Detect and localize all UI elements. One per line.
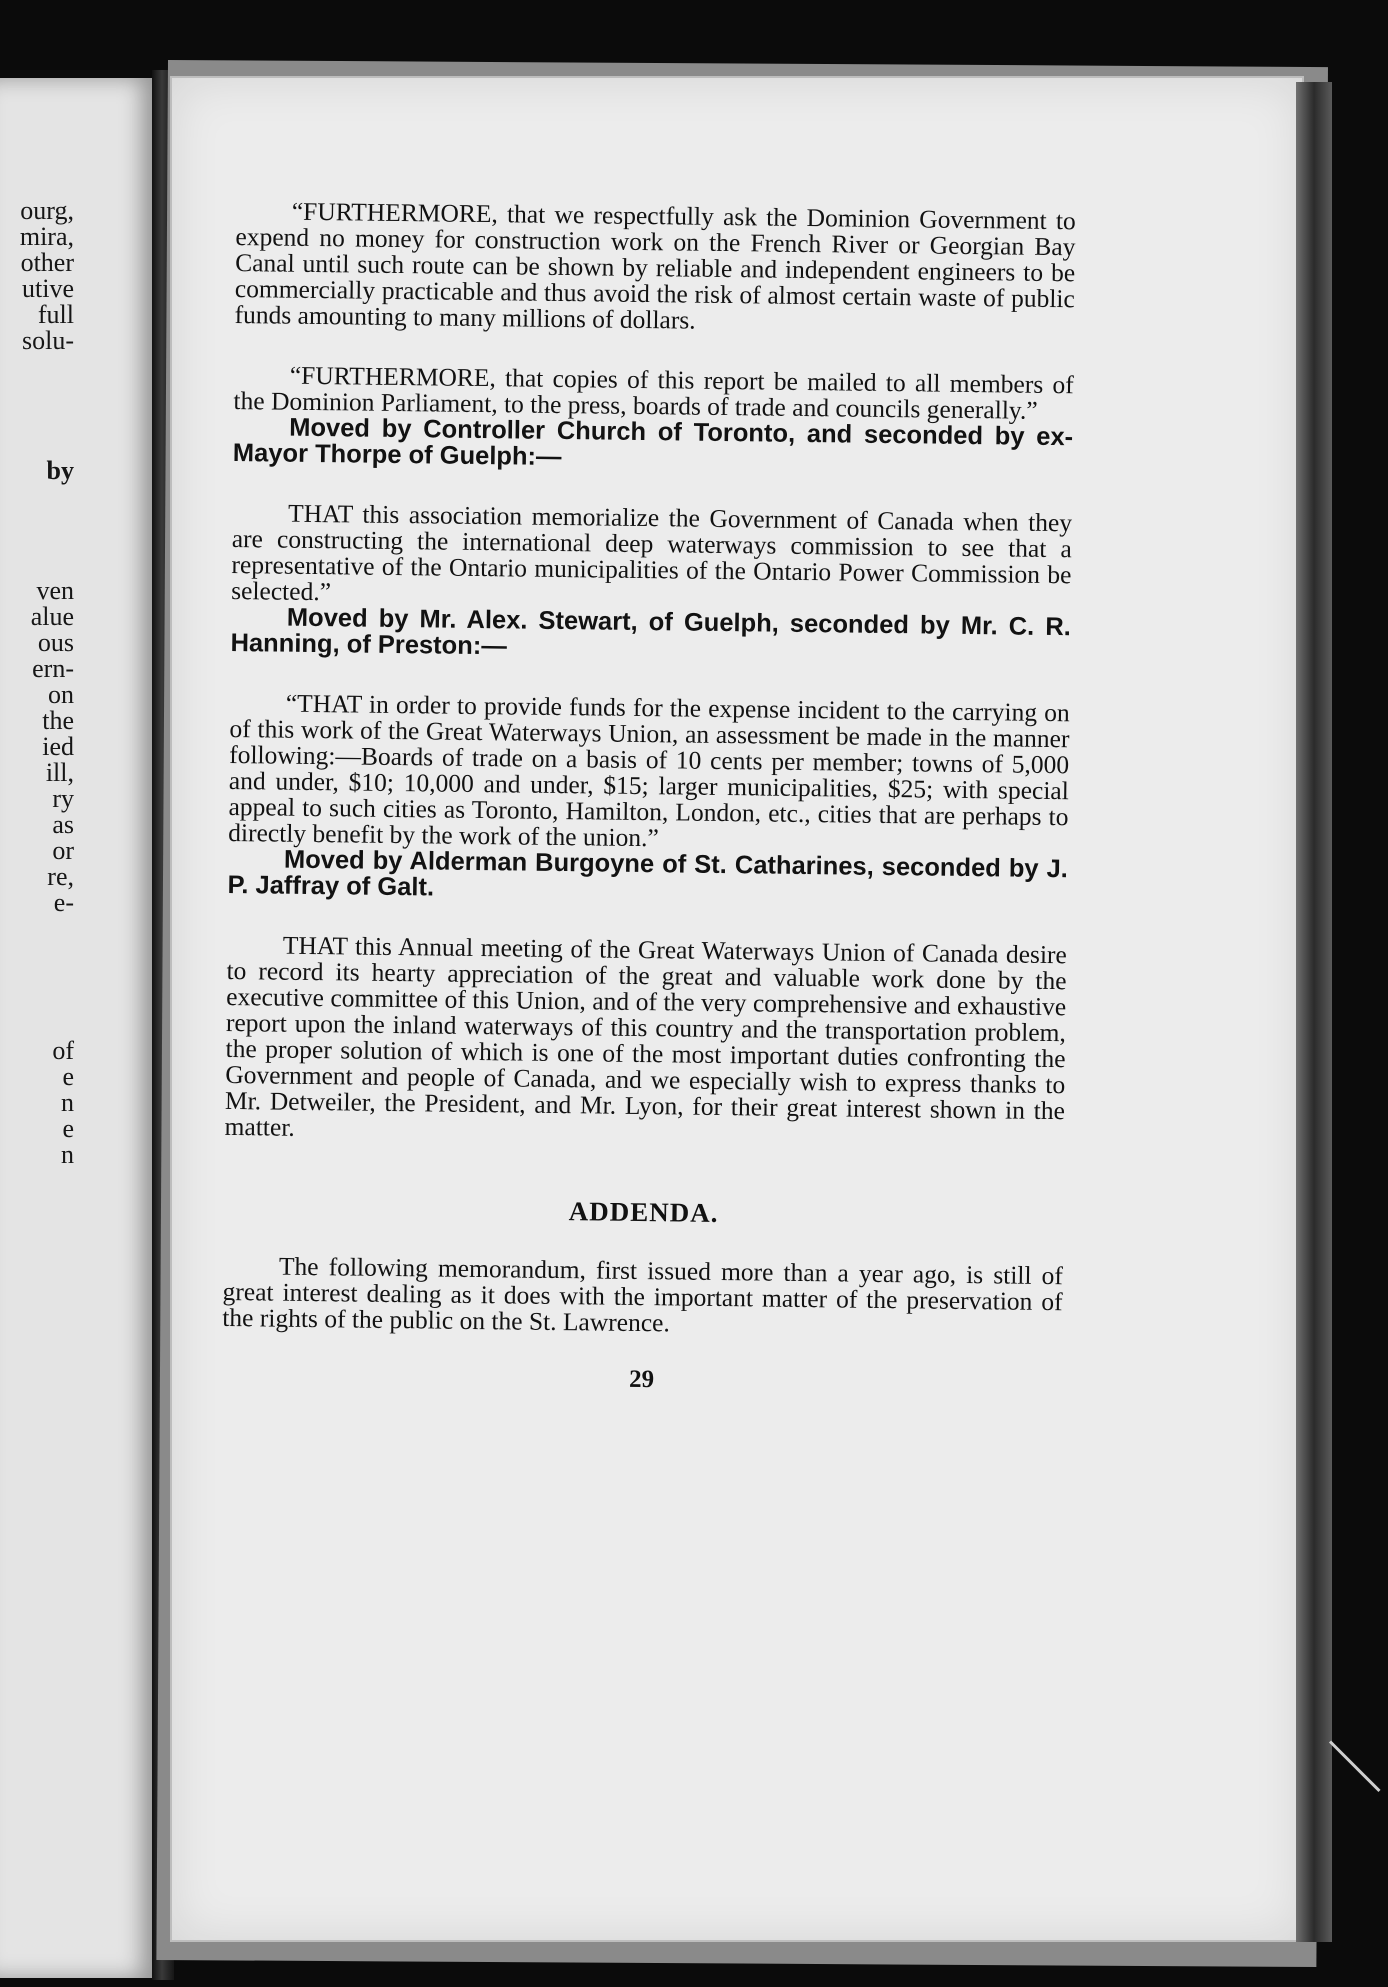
facing-page-fragment: or (52, 836, 74, 865)
addenda-paragraph: The following memorandum, first issued more than a year ago, is still of great interest dealing as it does with the important matter of the preservation of the rights of the public on the St. Lawrence. (222, 1251, 1064, 1338)
paragraph-furthermore-2: “FURTHERMORE, that copies of this report be mailed to all members of the Dominion Parliament, to the press, boards of trade and councils generally.” (233, 360, 1074, 425)
facing-page-fragment: mira, (19, 222, 74, 251)
facing-page-fragment: n (61, 1088, 74, 1117)
motion-heading-3: Moved by Alderman Burgoyne of St. Catharines, seconded by J. P. Jaffray of Galt. (227, 845, 1069, 902)
facing-page-fragment: n (61, 1140, 74, 1169)
resolution-2: “THAT in order to provide funds for the expense incident to the carrying on of this work of the Great Waterways Union, an assessment be made in the manner following:—Boards of trade on a basis of 10 cents per member; towns of 5,000 and under, $10; 10,000 and under, $15; larger municipalities, $25; with special appeal to such cities as Toronto, Hamilton, London, etc., cities that are perhaps to directly benefit by the work of the union.” (228, 688, 1070, 853)
facing-page-fragment: other (20, 248, 74, 277)
paragraph-furthermore-1: “FURTHERMORE, that we respectfully ask the Dominion Government to expend no money for construction work on the French River or Georgian Bay Canal until such route can be shown by reliable and independent engineers to be commercially practicable and thus avoid the risk of almost certain waste of public funds amounting to many millions of dollars. (234, 196, 1076, 335)
facing-page-fragment: solu- (22, 326, 74, 355)
facing-page-fragment: utive (22, 274, 74, 303)
motion-heading-1: Moved by Controller Church of Toronto, and seconded by ex-Mayor Thorpe of Guelph:— (232, 413, 1074, 471)
facing-page (0, 78, 160, 1978)
facing-page-fragment: ry (52, 784, 74, 813)
facing-page-fragment: e- (53, 888, 74, 917)
facing-page-fragment: ill, (45, 758, 74, 787)
facing-page-fragment: e (62, 1114, 74, 1143)
page-content (221, 198, 1075, 1399)
facing-page-fragment: the (42, 706, 74, 735)
facing-page-fragment: by (46, 456, 74, 485)
page-edge (1296, 82, 1332, 1942)
corner-mark (1329, 1740, 1381, 1792)
facing-page-fragment: e (62, 1062, 74, 1091)
facing-page-fragment: ourg, (20, 196, 74, 225)
facing-page-fragment: of (52, 1036, 74, 1065)
facing-page-fragment: ous (37, 628, 74, 657)
facing-page-fragment: ied (42, 732, 74, 761)
facing-page-fragment: as (52, 810, 74, 839)
motion-heading-2: Moved by Mr. Alex. Stewart, of Guelph, seconded by Mr. C. R. Hanning, of Preston:— (230, 603, 1071, 661)
facing-page-fragment: alue (30, 602, 74, 631)
facing-page-fragment: full (37, 300, 74, 329)
facing-page-fragment: re, (47, 862, 74, 891)
resolution-1: THAT this association memorialize the Government of Canada when they are constructing the international deep waterways commission to see that a representative of the Ontario municipalities of the Ontario Power Commission be selected.” (231, 498, 1073, 607)
resolution-3: THAT this Annual meeting of the Great Waterways Union of Canada desire to record its hearty appreciation of the great and valuable work done by the executive committee of this Union, and of the very comprehensive and exhaustive report upon the inland waterways of this country and the transportation problem, the proper solution of which is one of the most important duties confronting the Government and people of Canada, and we especially wish to express thanks to Mr. Detweiler, the President, and Mr. Lyon, for their great interest shown in the matter. (224, 930, 1067, 1142)
facing-page-fragment: ern- (32, 654, 74, 683)
facing-page-fragment: on (48, 680, 74, 709)
addenda-heading: ADDENDA. (568, 1196, 719, 1228)
page-number: 29 (628, 1365, 655, 1394)
facing-page-fragment: ven (36, 576, 74, 605)
